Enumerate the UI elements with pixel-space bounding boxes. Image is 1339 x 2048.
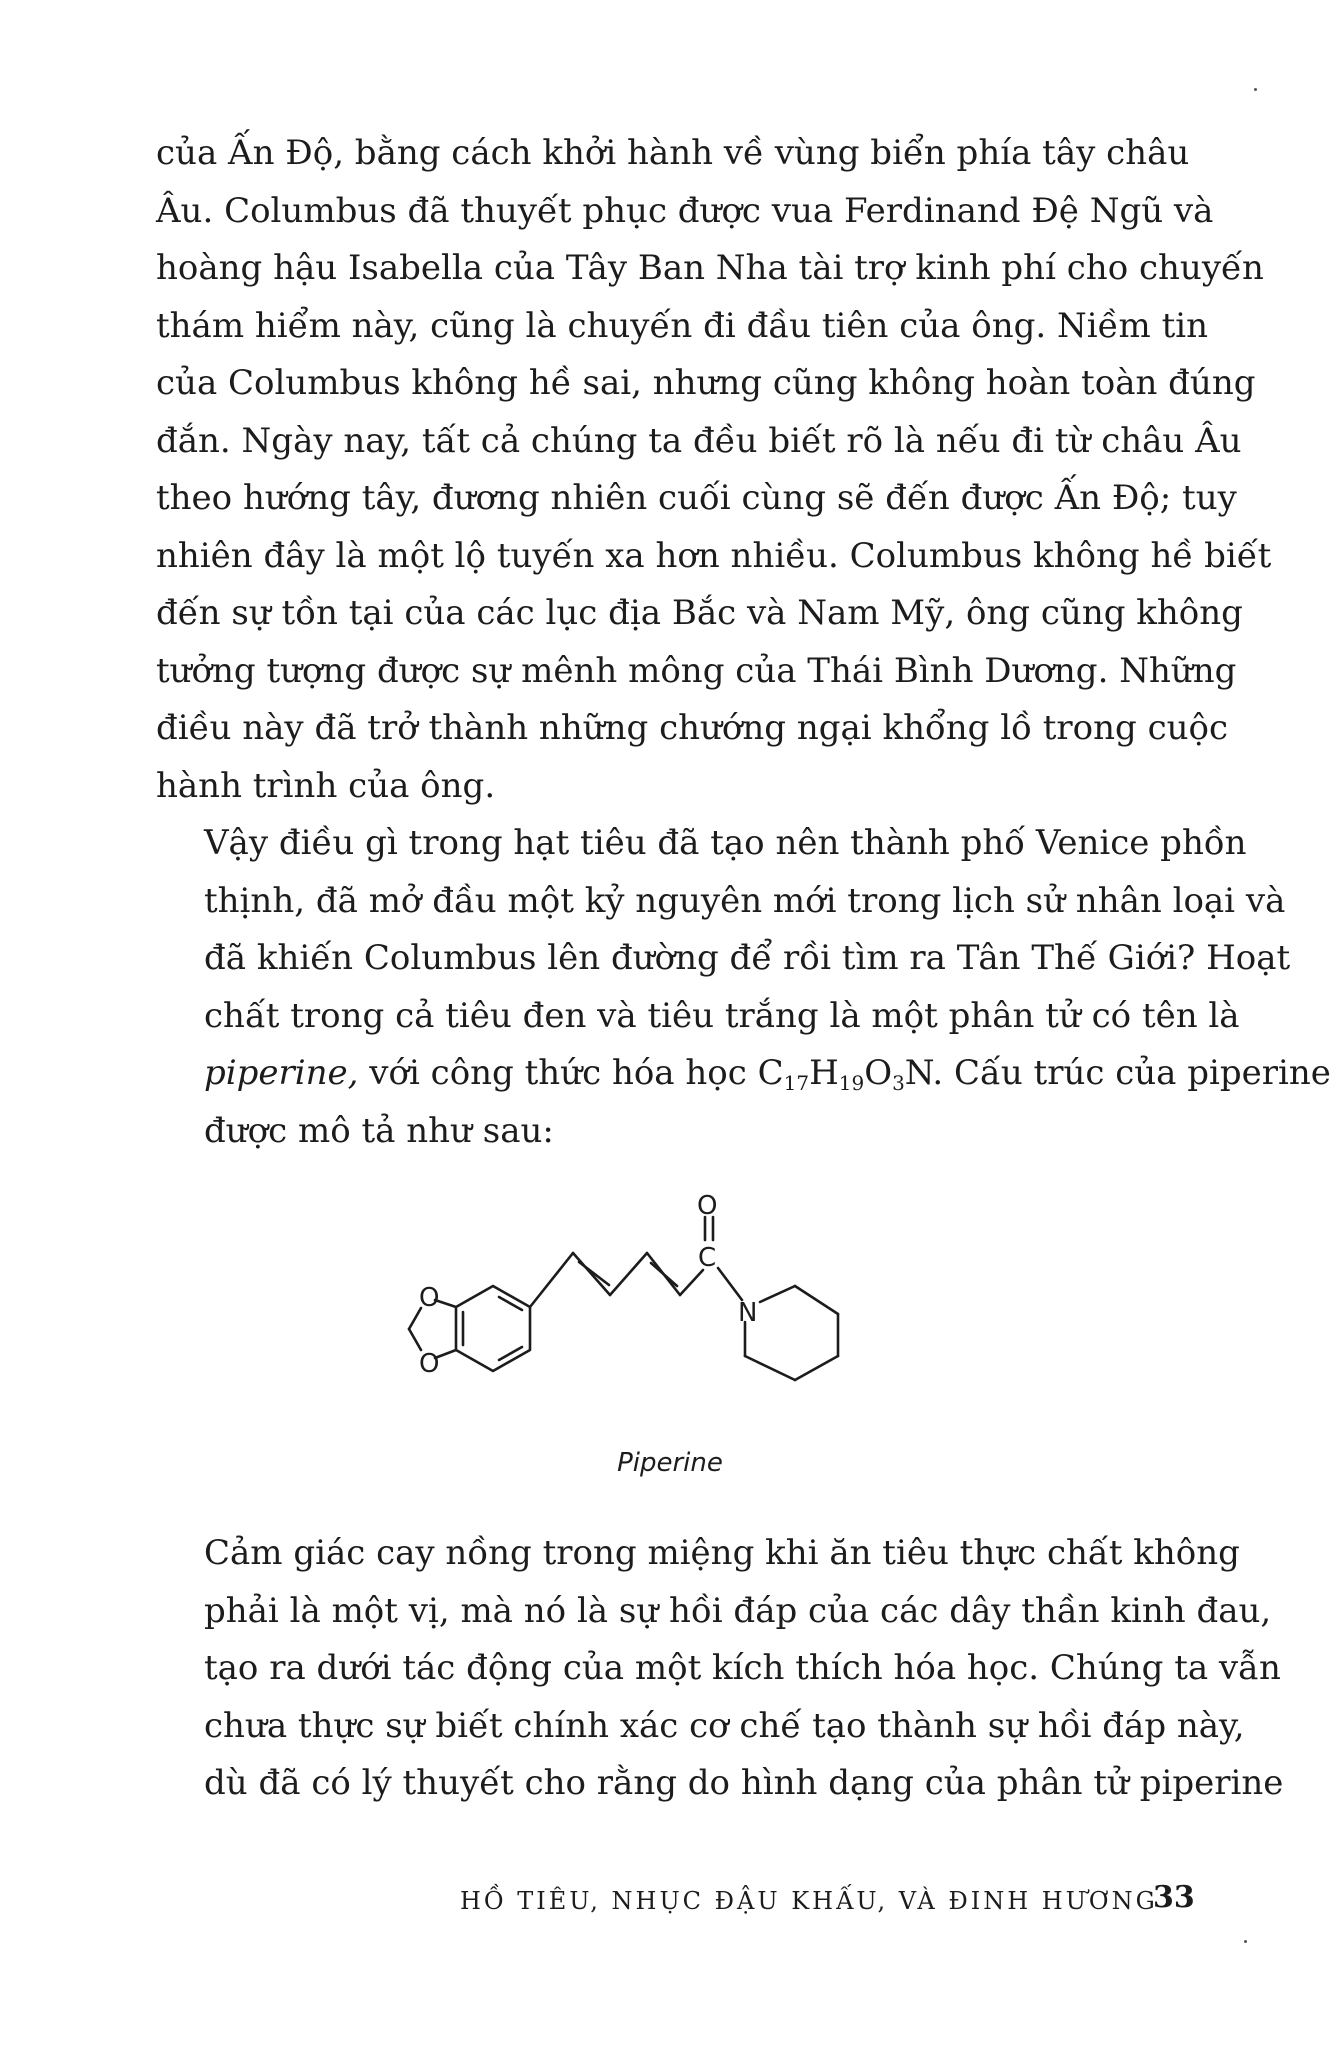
paragraph-piperine-intro xyxy=(156,815,1331,1160)
text-line: điều này đã trở thành những chướng ngại khổng lồ trong cuộc xyxy=(156,708,1229,748)
text-line: thám hiểm này, cũng là chuyến đi đầu tiên của ông. Niềm tin xyxy=(156,305,1209,346)
text-line: được mô tả như sau: xyxy=(204,1110,554,1151)
text-line: của Ấn Độ, bằng cách khởi hành về vùng biển phía tây châu xyxy=(156,133,1190,173)
text-line: đắn. Ngày nay, tất cả chúng ta đều biết rõ là nếu đi từ châu Âu xyxy=(156,420,1242,461)
text-line: hoàng hậu Isabella của Tây Ban Nha tài trợ kinh phí cho chuyến xyxy=(156,248,1264,288)
diene-chain xyxy=(530,1253,703,1307)
page-speck xyxy=(1244,1940,1247,1943)
text-line: theo hướng tây, đương nhiên cuối cùng sẽ đến được Ấn Độ; tuy xyxy=(156,478,1237,518)
text-line: tạo ra dưới tác động của một kích thích hóa học. Chúng ta vẫn xyxy=(204,1648,1281,1688)
text-line: Cảm giác cay nồng trong miệng khi ăn tiêu thực chất không xyxy=(204,1533,1240,1573)
figure-caption: Piperine xyxy=(617,1448,723,1478)
carbon-label: C xyxy=(698,1243,717,1273)
page-number: 33 xyxy=(1153,1880,1195,1915)
nitrogen-label: N xyxy=(738,1298,758,1328)
benzene-ring xyxy=(456,1286,530,1371)
text-line: thịnh, đã mở đầu một kỷ nguyên mới trong lịch sử nhân loại và xyxy=(204,880,1286,921)
paragraph-columbus xyxy=(156,125,1272,815)
text-run: với công thức hóa học xyxy=(358,1053,758,1093)
oxygen-label: O xyxy=(419,1283,440,1313)
piperidine-ring xyxy=(745,1286,838,1380)
chemical-formula: $C_{17}H_{19}O_3N$. xyxy=(757,1053,944,1095)
piperine-structure-diagram xyxy=(405,1190,925,1450)
text-line: đến sự tồn tại của các lục địa Bắc và Nam Mỹ, ông cũng không xyxy=(156,593,1243,633)
text-line: phải là một vị, mà nó là sự hồi đáp của các dây thần kinh đau, xyxy=(204,1590,1272,1631)
page-speck xyxy=(1254,88,1257,91)
text-line: chất trong cả tiêu đen và tiêu trắng là một phân tử có tên là xyxy=(204,995,1240,1036)
text-line: dù đã có lý thuyết cho rằng do hình dạng của phân tử piperine xyxy=(204,1763,1284,1803)
piperine-structure-figure xyxy=(405,1190,925,1450)
text-run: Cấu trúc của piperine xyxy=(943,1053,1331,1093)
text-line: Vậy điều gì trong hạt tiêu đã tạo nên thành phố Venice phồn xyxy=(204,823,1247,863)
oxygen-label: O xyxy=(419,1349,440,1379)
italic-term: piperine, xyxy=(204,1053,359,1093)
text-line: của Columbus không hề sai, nhưng cũng không hoàn toàn đúng xyxy=(156,363,1256,403)
text-line: hành trình của ông. xyxy=(156,765,496,806)
text-line: đã khiến Columbus lên đường để rồi tìm ra Tân Thế Giới? Hoạt xyxy=(204,938,1291,978)
text-line: Âu. Columbus đã thuyết phục được vua Ferdinand Đệ Ngũ và xyxy=(156,190,1214,231)
text-line: tưởng tượng được sự mênh mông của Thái Bình Dương. Những xyxy=(156,650,1237,691)
text-line: chưa thực sự biết chính xác cơ chế tạo thành sự hồi đáp này, xyxy=(204,1705,1245,1746)
oxygen-label: O xyxy=(697,1191,718,1221)
text-line: nhiên đây là một lộ tuyến xa hơn nhiều. Columbus không hề biết xyxy=(156,535,1272,576)
paragraph-pungency xyxy=(156,1525,1284,1813)
formula-line xyxy=(156,1045,1331,1103)
running-title: HỒ TIÊU, NHỤC ĐẬU KHẤU, VÀ ĐINH HƯƠNG xyxy=(460,1887,1158,1915)
